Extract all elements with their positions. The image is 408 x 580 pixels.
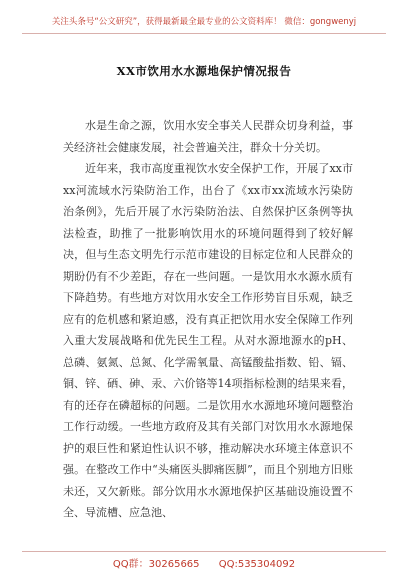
header-notice: 关注头条号“公文研究”，获得最新最全最专业的公文资料库！ 微信：gongwenyj [51,17,357,27]
footer-divider [22,551,386,552]
header-divider [22,33,386,34]
footer-qq-group: QQ群：30265665 [112,559,200,570]
footer [0,555,408,570]
paragraph-1: 水是生命之源，饮用水安全事关人民群众切身利益，事关经济社会健康发展，社会普遍关注，群众十分关切。 [63,119,353,154]
document-title: XX市饮用水水源地保护情况报告 [116,64,292,78]
paragraph-2: 近年来，我市高度重视饮水安全保护工作，开展了xx市xx河流域水污染防治工作，出台了《xx市xx流域水污染防治条例》，先后开展了水污染防治法、自然保护区条例等执法检查，助推了一批影响饮用水的环境问题得到了较好解决，但与生态文明先行示范市建设的目标定位和人民群众的期盼仍有不少差距，存在一些问题。一是饮用水水源水质有下降趋势。有些地方对饮用水安全工作形势盲目乐观，缺乏应有的危机感和紧迫感，没有真正把饮用水安全保障工作列入重大发展战略和优先民生工程。从对水源地源水的pH、总磷、氨氮、总氮、化学需氧量、高锰酸盐指数、铅、镉、铜、锌、硒、砷、汞、六价铬等14项指标检测的结果来看，有的还存在磷超标的问题。二是饮用水水源地环境问题整治工作行动缓。一些地方政府及其有关部门对饮用水水源地保护的艰巨性和紧迫性认识不够，推动解决水环境主体意识不强。在整改工作中“头痛医头脚痛医脚”，而且个别地方旧账未还，又欠新账。部分饮用水水源地保护区基础设施设置不全、导流槽、应急池、 [63,162,353,519]
document-body [63,115,353,524]
footer-qq: QQ:535304092 [218,559,296,570]
